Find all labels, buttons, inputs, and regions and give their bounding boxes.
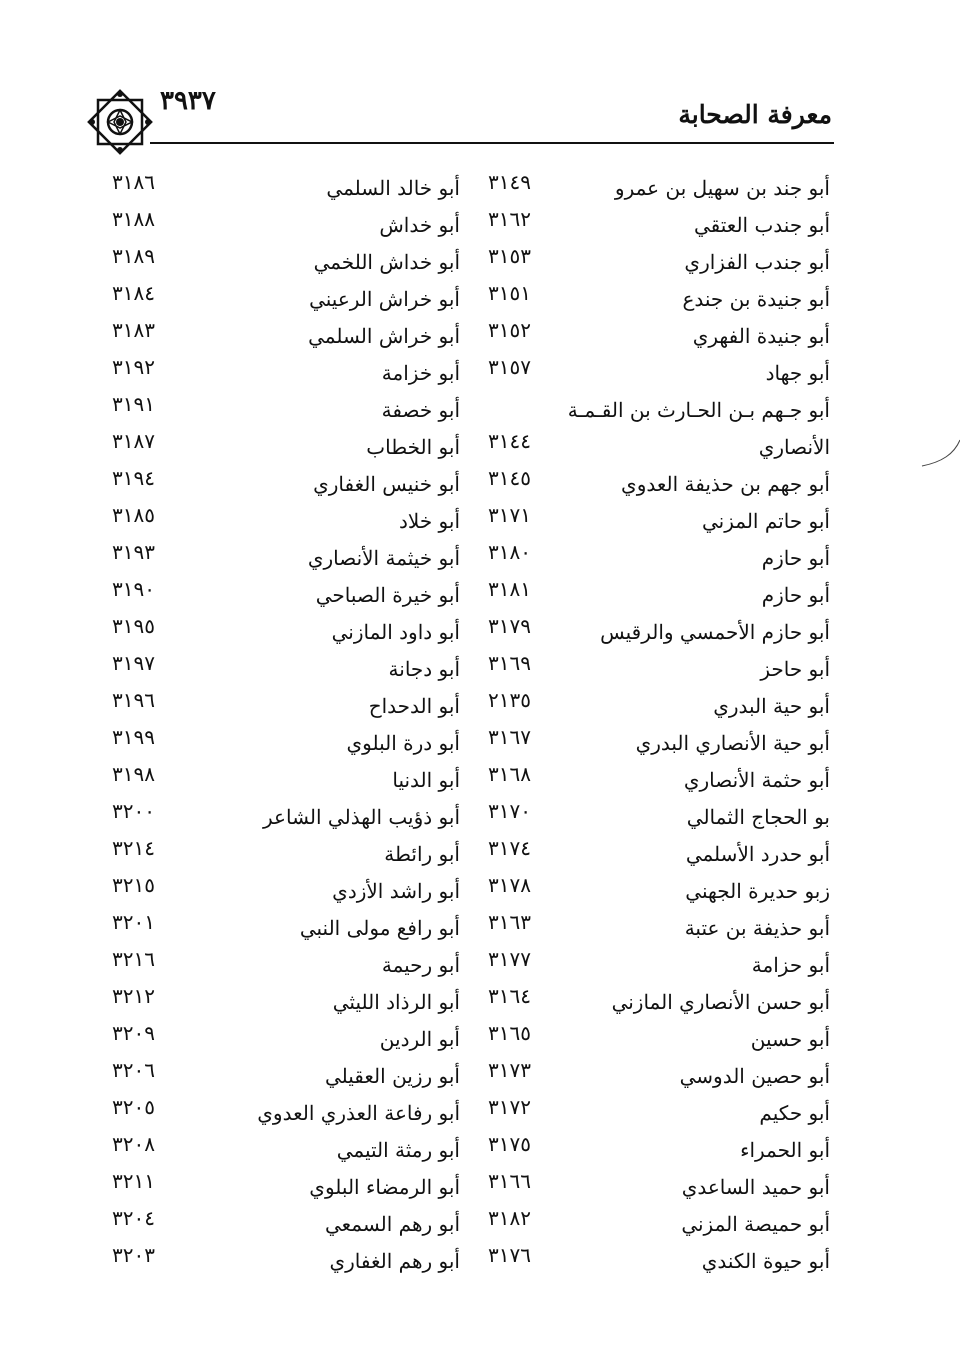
index-entry [112,614,460,651]
entry-name: أبو حيوة الكندي [701,1249,830,1273]
entry-number: ٣٢١٥ [112,873,155,897]
entry-name: أبو رافع مولى النبي [299,916,460,940]
entry-number: ٣١٩٤ [112,466,155,490]
index-entry [478,1243,830,1280]
entry-name: أبو خراش الرعيني [309,287,460,311]
entry-number: ٣١٧٦ [488,1243,531,1267]
entry-number: ٣٢٠٨ [112,1132,155,1156]
index-entry [112,540,460,577]
entry-name: أبو حية البدري [713,694,830,718]
index-entry [112,244,460,281]
octagonal-star-ornament-icon [86,88,154,156]
entry-name: أبو جـهم بـن الحـارث بن القـمـة [567,398,830,422]
margin-pen-mark [918,438,960,468]
entry-number: ٣١٧٧ [488,947,531,971]
index-entry [112,577,460,614]
entry-name: أبو حميد الساعدي [681,1175,830,1199]
index-entry [112,725,460,762]
entry-name: أبو خداش اللخمي [313,250,460,274]
entry-number: ٣٢٠٠ [112,799,155,823]
entry-name: أبو حصين الدوسي [679,1064,830,1088]
entry-name: أبو جندب العتقي [693,213,830,237]
index-entry [112,836,460,873]
entry-number: ٣١٤٩ [488,170,531,194]
entry-number: ٣٢١٦ [112,947,155,971]
entry-number: ٣٢٠٥ [112,1095,155,1119]
index-entry [112,281,460,318]
entry-name: أبو حاحز [760,657,830,681]
entry-number: ٣٢٠١ [112,910,155,934]
index-entry [112,1021,460,1058]
entry-number: ٣١٦٥ [488,1021,531,1045]
entry-name: أبو حكيم [759,1101,830,1125]
entry-name: أبو رفاعة العذري العدوي [257,1101,460,1125]
entry-number: ٣١٩١ [112,392,155,416]
entry-name: أبو خصفة [381,398,460,422]
entry-name: أبو حازم [761,583,830,607]
entry-number: ٣١٩٨ [112,762,155,786]
entry-number: ٣١٦٤ [488,984,531,1008]
index-entry [112,984,460,1021]
entry-number: ٣١٩٠ [112,577,155,601]
entry-number: ٢١٣٥ [488,688,531,712]
entry-name: أبو حاتم المزني [702,509,830,533]
index-column-left [112,170,460,1280]
entry-name: أبو خنيس الغفاري [313,472,460,496]
entry-name: أبو رحيمة [381,953,460,977]
index-entry [112,910,460,947]
index-entry [112,318,460,355]
index-entry [112,503,460,540]
entry-name: زبو حديرة الجهني [685,879,830,903]
entry-number: ٣١٦٩ [488,651,531,675]
entry-name: أبو خالد السلمي [326,176,460,200]
entry-name: أبو جهاد [765,361,830,385]
entry-number: ٣١٧٤ [488,836,531,860]
entry-number: ٣١٨٢ [488,1206,531,1230]
index-entry [112,947,460,984]
entry-number: ٣١٨٥ [112,503,155,527]
entry-number: ٣١٥٢ [488,318,531,342]
entry-number: ٣١٦٦ [488,1169,531,1193]
entry-number: ٣١٨٤ [112,281,155,305]
page-number: ٣٩٣٧ [160,86,216,116]
entry-name: أبو دجانة [388,657,460,681]
entry-name: أبو داود المازني [331,620,460,644]
entry-number: ٣١٩٧ [112,651,155,675]
entry-name: أبو درة البلوي [346,731,460,755]
entry-name: أبو حسين [750,1027,830,1051]
entry-number: ٣١٦٣ [488,910,531,934]
entry-name: أبو خزامة [381,361,460,385]
index-entry [112,688,460,725]
entry-name: أبو جهم بن حذيفة العدوي [621,472,830,496]
entry-name: أبو الدحداح [368,694,460,718]
entry-name: أبو خيثمة الأنصاري [307,546,460,570]
entry-name: بو الحجاج الثمالي [686,805,830,829]
entry-number: ٣١٨٩ [112,244,155,268]
index-entry [112,1095,460,1132]
header-divider [150,142,834,144]
entry-number: ٣١٨٣ [112,318,155,342]
entry-number: ٣١٩٩ [112,725,155,749]
entry-name: أبو رائطة [384,842,460,866]
index-column-right [478,170,830,1280]
entry-name: أبو جند بن سهيل بن عمرو [614,176,830,200]
entry-name: أبو ذؤيب الهذلي الشاعر [263,805,460,829]
entry-name: أبو خداش [379,213,460,237]
entry-number: ٣١٦٨ [488,762,531,786]
page-title: معرفة الصحابة [678,100,832,129]
entry-name: أبو حثمة الأنصاري [683,768,830,792]
index-entry [112,1169,460,1206]
entry-number: ٣١٤٤ [488,429,531,453]
entry-name: أبو رهم الغفاري [329,1249,460,1273]
entry-name: أبو جندب الفزاري [684,250,830,274]
entry-number: ٣١٨٦ [112,170,155,194]
index-entry [112,207,460,244]
entry-name: أبو جنيدة الفهري [692,324,830,348]
index-entry [112,1206,460,1243]
entry-number: ٣١٧٩ [488,614,531,638]
entry-number: ٣١٩٥ [112,614,155,638]
entry-name: أبو حذيفة بن عتبة [684,916,830,940]
entry-number: ٣١٤٥ [488,466,531,490]
entry-number: ٣١٨٨ [112,207,155,231]
index-entry [112,1132,460,1169]
entry-number: ٣١٧٣ [488,1058,531,1082]
entry-name: أبو الردين [379,1027,460,1051]
entry-name: أبو حزامة [751,953,830,977]
entry-number: ٣٢٠٤ [112,1206,155,1230]
entry-number: ٣١٩٦ [112,688,155,712]
entry-number: ٣١٩٣ [112,540,155,564]
entry-name: أبو الخطاب [366,435,460,459]
index-entry [112,651,460,688]
index-entry [112,170,460,207]
entry-name: أبو حميصة المزني [681,1212,830,1236]
entry-number: ٣١٧٥ [488,1132,531,1156]
entry-number: ٣١٨١ [488,577,531,601]
index-entry [112,799,460,836]
index-entry [112,1058,460,1095]
index-entry [478,355,830,392]
entry-name: أبو رزين العقيلي [324,1064,460,1088]
entry-name: أبو حسن الأنصاري المازني [611,990,830,1014]
entry-name: أبو حازم [761,546,830,570]
entry-number: ٣١٥٧ [488,355,531,379]
entry-number: ٣١٨٧ [112,429,155,453]
entry-name: أبو الدنيا [392,768,460,792]
entry-number: ٣١٥٣ [488,244,531,268]
entry-name: أبو راشد الأزدي [332,879,460,903]
entry-name: أبو خيرة الصباحي [315,583,460,607]
entry-number: ٣٢١٢ [112,984,155,1008]
entry-name: أبو الرذاد الليثي [332,990,460,1014]
entry-name: أبو حازم الأحمسي والرقيس [600,620,830,644]
index-entry [112,762,460,799]
entry-number: ٣١٧٢ [488,1095,531,1119]
index-entry [112,392,460,429]
entry-name: أبو الحمراء [740,1138,830,1162]
entry-name: أبو حية الأنصاري البدري [635,731,830,755]
entry-number: ٣١٩٢ [112,355,155,379]
index-entry [112,1243,460,1280]
index-entry [112,429,460,466]
entry-name: الأنصاري [758,435,830,459]
entry-number: ٣١٧٨ [488,873,531,897]
entry-name: أبو حدرد الأسلمي [685,842,830,866]
entry-number: ٣٢١٤ [112,836,155,860]
index-entry [112,873,460,910]
entry-number: ٣١٦٢ [488,207,531,231]
entry-number: ٣١٨٠ [488,540,531,564]
entry-name: أبو خلاد [398,509,460,533]
entry-number: ٣١٧١ [488,503,531,527]
entry-number: ٣١٦٧ [488,725,531,749]
entry-name: أبو الرمضاء البلوي [309,1175,460,1199]
index-entry [112,355,460,392]
entry-name: أبو خراش السلمي [308,324,460,348]
index-entry [112,466,460,503]
entry-number: ٣٢٠٣ [112,1243,155,1267]
entry-name: أبو جنيدة بن جندع [682,287,830,311]
entry-number: ٣٢٠٩ [112,1021,155,1045]
entry-number: ٣٢٠٦ [112,1058,155,1082]
entry-name: أبو رهم السمعي [324,1212,460,1236]
entry-number: ٣١٧٠ [488,799,531,823]
entry-number: ٣١٥١ [488,281,531,305]
entry-name: أبو رمثة التيمي [336,1138,460,1162]
entry-number: ٣٢١١ [112,1169,155,1193]
